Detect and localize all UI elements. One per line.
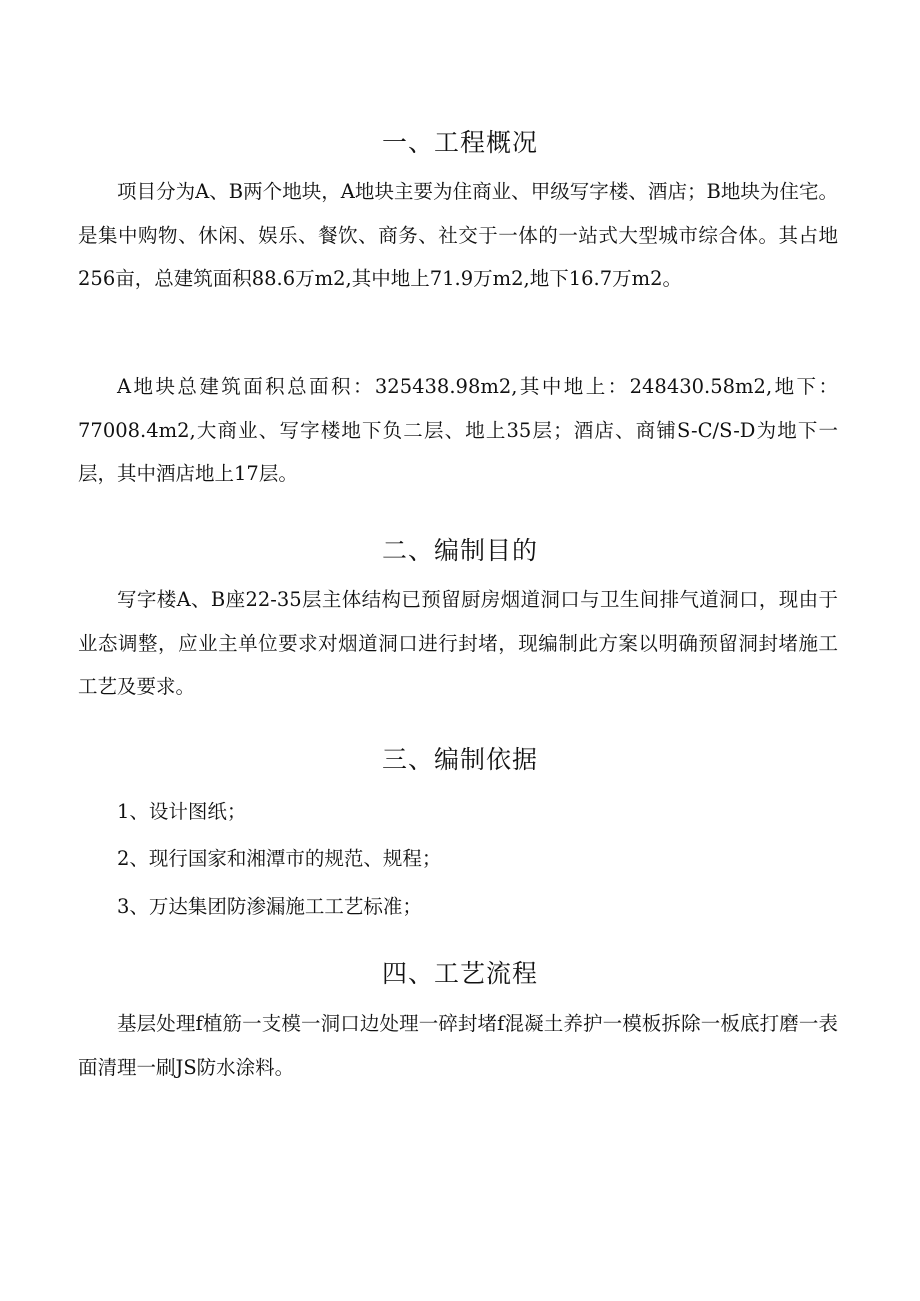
overview-paragraph-1: 项目分为A、B两个地块，A地块主要为住商业、甲级写字楼、酒店；B地块为住宅。是集中购物、休闲、娱乐、餐饮、商务、社交于一体的一站式大型城市综合体。其占地256亩，总建筑面积88.6万m2,其中地上71.9万m2,地下16.7万m2。 <box>78 180 838 290</box>
basis-item-1: 1、设计图纸； <box>117 800 247 823</box>
section-heading-purpose: 二、编制目的 <box>381 536 538 565</box>
basis-item-3: 3、万达集团防渗漏施工工艺标准； <box>117 895 422 918</box>
section-heading-process: 四、工艺流程 <box>381 959 538 988</box>
purpose-paragraph: 写字楼A、B座22-35层主体结构已预留厨房烟道洞口与卫生间排气道洞口，现由于业态调整，应业主单位要求对烟道洞口进行封堵，现编制此方案以明确预留洞封堵施工工艺及要求。 <box>78 588 838 698</box>
process-paragraph: 基层处理f植筋一支模一洞口边处理一碎封堵f混凝土养护一模板拆除一板底打磨一表面清理一刷JS防水涂料。 <box>78 1012 838 1079</box>
section-heading-overview: 一、工程概况 <box>381 128 538 157</box>
section-heading-basis: 三、编制依据 <box>381 745 538 774</box>
basis-item-2: 2、现行国家和湘潭市的规范、规程； <box>117 847 442 870</box>
overview-paragraph-2: A地块总建筑面积总面积：325438.98m2,其中地上：248430.58m2,地下：77008.4m2,大商业、写字楼地下负二层、地上35层；酒店、商铺S-C/S-D为地下一层，其中酒店地上17层。 <box>78 375 838 485</box>
